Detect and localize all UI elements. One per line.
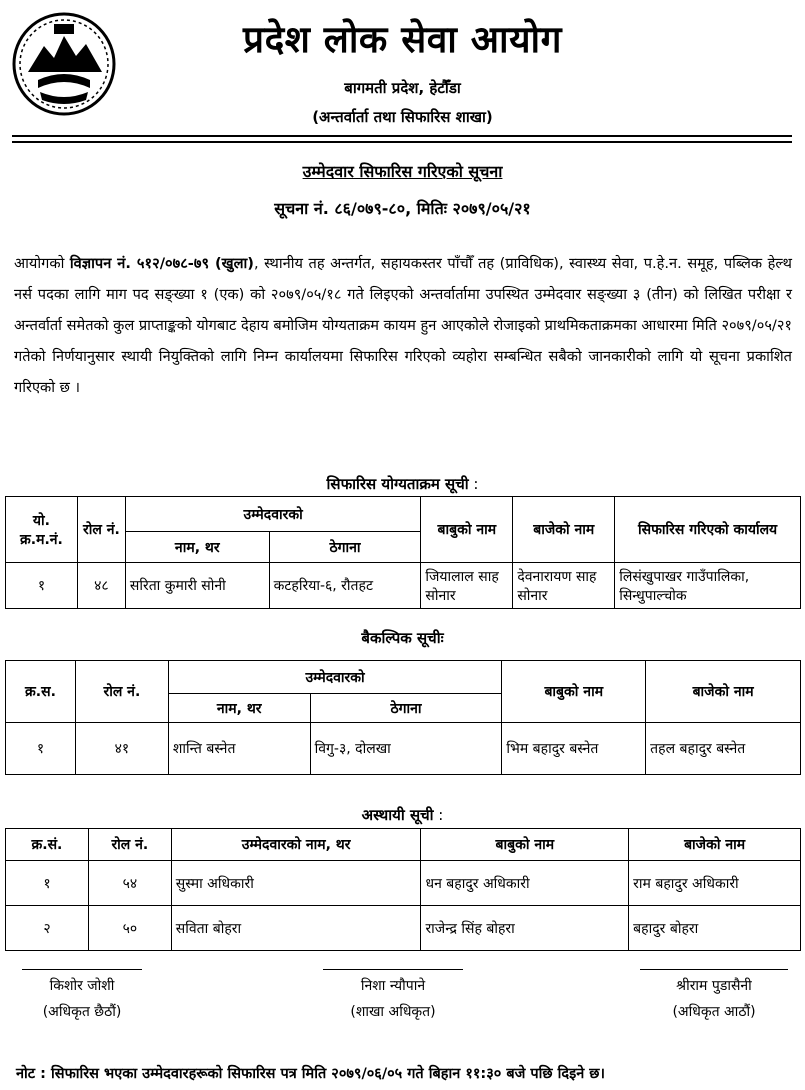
- header-address: ठेगाना: [269, 532, 421, 563]
- signatory-2: [313, 973, 473, 1025]
- signature-line: [323, 969, 463, 970]
- cell-roll: ४८: [77, 563, 125, 609]
- cell-address: कटहरिया-६, रौतहट: [269, 563, 421, 609]
- header-father: बाबुको नाम: [421, 829, 629, 861]
- cell-roll: ५०: [88, 906, 171, 951]
- signatory-title: (अधिकृत छैठौं): [42, 1004, 122, 1020]
- cell-address: विगु-३, दोलखा: [310, 723, 502, 775]
- cell-serial: १: [6, 861, 89, 906]
- header-grandfather: बाजेको नाम: [646, 661, 801, 723]
- signatory-name: श्रीराम पुडासैनी: [676, 978, 752, 994]
- recommended-list-title: सिफारिस योग्यताक्रम सूची :: [326, 475, 479, 493]
- table-row: [6, 861, 801, 906]
- cell-name: सविता बोहरा: [171, 906, 421, 951]
- notice-number: सूचना नं. ८६/०७९-८०, मितिः २०७९/०५/२१: [274, 199, 531, 218]
- header-divider: [12, 135, 792, 137]
- header-name: नाम, थर: [168, 694, 310, 723]
- alternate-list-title: बैकल्पिक सूचीः: [361, 629, 444, 647]
- header-name: नाम, थर: [125, 532, 269, 563]
- footnote: नोट : सिफारिस भएका उम्मेदवारहरूको सिफारिस पत्र मिति २०७९/०६/०५ गते बिहान ११:३० बजे पछि दिइने छ।: [16, 1066, 605, 1082]
- cell-grandfather: तहल बहादुर बस्नेत: [646, 723, 801, 775]
- alternate-table: [5, 660, 801, 775]
- header-roll: रोल नं.: [77, 497, 125, 563]
- header-serial: यो. क्र.म.नं.: [6, 497, 78, 563]
- cell-father: भिम बहादुर बस्नेत: [502, 723, 646, 775]
- signatory-name: निशा न्यौपाने: [360, 978, 426, 994]
- signatory-title: (अधिकृत आठौं): [672, 1004, 756, 1020]
- header-name: उम्मेदवारको नाम, थर: [171, 829, 421, 861]
- cell-grandfather: देवनारायण साह सोनार: [513, 563, 615, 609]
- header-address: ठेगाना: [310, 694, 502, 723]
- header-roll: रोल नं.: [88, 829, 171, 861]
- cell-grandfather: बहादुर बोहरा: [629, 906, 801, 951]
- signatory-1: [2, 973, 162, 1025]
- signature-line: [640, 969, 788, 970]
- header-roll: रोल नं.: [75, 661, 168, 723]
- header-office: सिफारिस गरिएको कार्यालय: [615, 497, 801, 563]
- cell-father: राजेन्द्र सिंह बोहरा: [421, 906, 629, 951]
- header-candidate: उम्मेदवारको: [125, 497, 421, 532]
- signatory-3: [634, 973, 794, 1025]
- cell-name: सुस्मा अधिकारी: [171, 861, 421, 906]
- temporary-list-title: अस्थायी सूची :: [361, 806, 444, 824]
- table-row: [6, 906, 801, 951]
- cell-father: जियालाल साह सोनार: [421, 563, 513, 609]
- header-divider-second: [12, 141, 792, 143]
- notice-title: उम्मेदवार सिफारिस गरिएको सूचना: [302, 162, 503, 181]
- header-grandfather: बाजेको नाम: [513, 497, 615, 563]
- header-father: बाबुको नाम: [502, 661, 646, 723]
- recommended-table: [5, 496, 801, 609]
- header-serial: क्र.सं.: [6, 829, 89, 861]
- temporary-table: [5, 828, 801, 951]
- cell-name: शान्ति बस्नेत: [168, 723, 310, 775]
- cell-grandfather: राम बहादुर अधिकारी: [629, 861, 801, 906]
- advertisement-number: विज्ञापन नं. ५१२/०७८-७९ (खुला): [69, 255, 254, 272]
- cell-name: सरिता कुमारी सोनी: [125, 563, 269, 609]
- cell-roll: ४१: [75, 723, 168, 775]
- cell-father: धन बहादुर अधिकारी: [421, 861, 629, 906]
- commission-title: प्रदेश लोक सेवा आयोग: [243, 18, 562, 61]
- cell-office: लिसंखुपाखर गाउँपालिका, सिन्धुपाल्चोक: [615, 563, 801, 609]
- header-father: बाबुको नाम: [421, 497, 513, 563]
- table-row: [6, 723, 801, 775]
- branch-subtitle: (अन्तर्वार्ता तथा सिफारिस शाखा): [312, 108, 493, 126]
- header-grandfather: बाजेको नाम: [629, 829, 801, 861]
- province-subtitle: बागमती प्रदेश, हेटौँडा: [344, 79, 461, 97]
- signatory-title: (शाखा अधिकृत): [350, 1004, 436, 1020]
- cell-roll: ५४: [88, 861, 171, 906]
- signature-line: [22, 969, 142, 970]
- cell-serial: २: [6, 906, 89, 951]
- cell-serial: १: [6, 563, 78, 609]
- notice-body: आयोगको विज्ञापन नं. ५१२/०७८-७९ (खुला), स्थानीय तह अन्तर्गत, सहायकस्तर पाँचौँ तह (प्राविधिक), स्वास्थ्य सेवा, प.हे.न. समूह, पब्लिक हेल्थ नर्स पदका लागि माग पद सङ्ख्या १ (एक) को २०७९/०५/१८ गते लिइएको अन्तर्वार्तामा उपस्थित उम्मेदवार सङ्ख्या ३ (तीन) को लिखित परीक्षा र अन्तर्वार्ता समेतको कुल प्राप्ताङ्कको योगबाट देहाय बमोजिम योग्यताक्रम कायम हुन आएकोले रोजाइको प्राथमिकताक्रमका आधारमा मिति २०७९/०५/२१ गतेको निर्णयानुसार स्थायी नियुक्तिको लागि निम्न कार्यालयमा सिफारिस गरिएको व्यहोरा सम्बन्धित सबैको जानकारीको लागि यो सूचना प्रकाशित गरिएको छ ।: [14, 255, 792, 396]
- header-serial: क्र.स.: [6, 661, 76, 723]
- cell-serial: १: [6, 723, 76, 775]
- signatory-name: किशोर जोशी: [49, 978, 115, 994]
- table-row: [6, 563, 801, 609]
- header-candidate: उम्मेदवारको: [168, 661, 502, 694]
